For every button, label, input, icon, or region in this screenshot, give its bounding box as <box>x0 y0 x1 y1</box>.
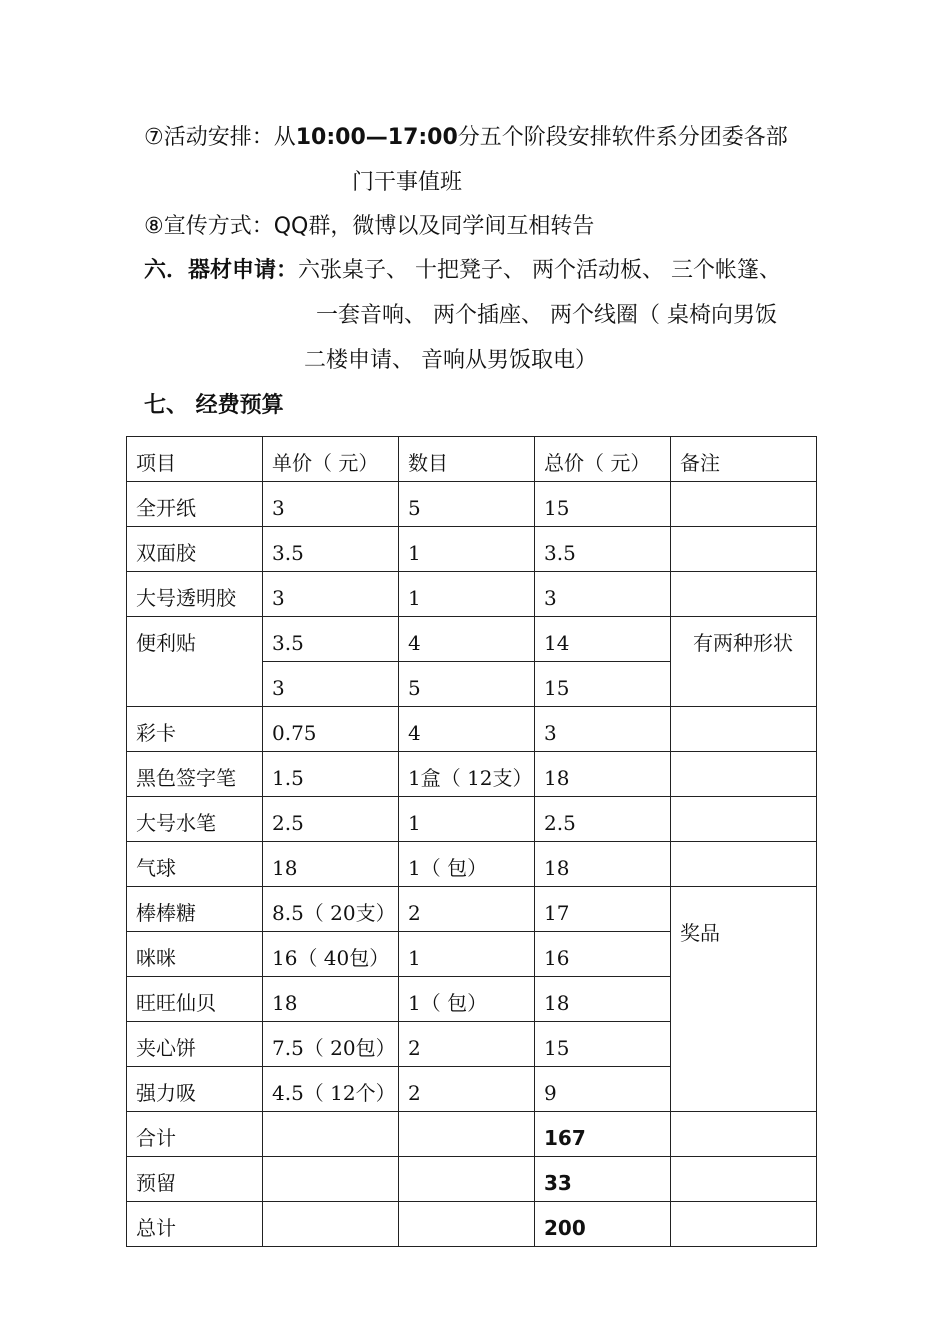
table-cell: 15 <box>535 482 671 527</box>
table-cell: 3 <box>263 662 399 707</box>
item7-line2: 门干事值班 <box>352 170 463 195</box>
table-cell: 17 <box>535 887 671 932</box>
table-cell: 4 <box>399 617 535 662</box>
table-cell <box>399 1157 535 1202</box>
section6-text1: 六张桌子、 十把凳子、 两个活动板、 三个帐篷、 <box>298 258 781 283</box>
table-row <box>127 482 817 527</box>
table-cell: 1 <box>399 572 535 617</box>
table-cell <box>671 527 817 572</box>
table-cell <box>671 707 817 752</box>
section7-heading: 七、 经费预算 <box>144 393 284 418</box>
table-cell: 总计 <box>127 1202 263 1247</box>
table-cell <box>399 1202 535 1247</box>
table-cell: 黑色签字笔 <box>127 752 263 797</box>
table-cell: 1.5 <box>263 752 399 797</box>
table-cell <box>671 752 817 797</box>
table-cell: 9 <box>535 1067 671 1112</box>
header-cell: 数目 <box>399 437 535 482</box>
table-cell: 2.5 <box>263 797 399 842</box>
table-cell <box>671 1202 817 1247</box>
table-cell: 夹心饼 <box>127 1022 263 1067</box>
table-cell: 15 <box>535 1022 671 1067</box>
table-cell: 3 <box>263 482 399 527</box>
table-cell <box>263 1112 399 1157</box>
table-cell: 奖品 <box>671 887 817 1112</box>
table-header-row <box>127 437 817 482</box>
table-cell: 气球 <box>127 842 263 887</box>
table-cell: 全开纸 <box>127 482 263 527</box>
table-cell <box>399 1112 535 1157</box>
table-cell <box>263 1202 399 1247</box>
table-cell: 7.5（ 20包） <box>263 1022 399 1067</box>
table-cell: 5 <box>399 662 535 707</box>
table-cell: 14 <box>535 617 671 662</box>
table-cell <box>671 572 817 617</box>
table-cell <box>671 797 817 842</box>
table-cell: 4.5（ 12个） <box>263 1067 399 1112</box>
table-cell: 1盒（ 12支） <box>399 752 535 797</box>
table-row <box>127 617 817 662</box>
table-cell: 18 <box>263 842 399 887</box>
table-cell: 2 <box>399 1067 535 1112</box>
table-row <box>127 1157 817 1202</box>
table-cell: 便利贴 <box>127 617 263 707</box>
item7-prefix: ⑦活动安排：从 <box>144 125 296 150</box>
table-cell: 8.5（ 20支） <box>263 887 399 932</box>
table-cell <box>671 1157 817 1202</box>
table-cell: 2.5 <box>535 797 671 842</box>
table-cell: 15 <box>535 662 671 707</box>
table-cell: 1 <box>399 797 535 842</box>
item8-line: ⑧宣传方式：QQ群，微博以及同学间互相转告 <box>144 214 595 239</box>
table-cell: 18 <box>263 977 399 1022</box>
table-row <box>127 527 817 572</box>
table-row <box>127 1112 817 1157</box>
table-cell: 大号透明胶 <box>127 572 263 617</box>
table-cell: 旺旺仙贝 <box>127 977 263 1022</box>
table-row <box>127 1202 817 1247</box>
table-cell: 3.5 <box>263 527 399 572</box>
table-row <box>127 707 817 752</box>
section6-line1 <box>144 256 781 286</box>
section6-line2: 一套音响、 两个插座、 两个线圈（ 桌椅向男饭 <box>316 303 777 328</box>
total-cell: 167 <box>535 1112 671 1157</box>
table-cell: 棒棒糖 <box>127 887 263 932</box>
table-cell: 5 <box>399 482 535 527</box>
table-cell: 2 <box>399 1022 535 1067</box>
table-cell: 2 <box>399 887 535 932</box>
budget-table <box>126 436 817 1247</box>
table-cell: 16（ 40包） <box>263 932 399 977</box>
table-cell: 3 <box>535 572 671 617</box>
table-cell: 有两种形状 <box>671 617 817 707</box>
header-cell: 备注 <box>671 437 817 482</box>
section6-line3: 二楼申请、 音响从男饭取电） <box>304 348 597 373</box>
item7-time: 10:00—17:00 <box>295 125 458 150</box>
item7-line1 <box>144 123 788 153</box>
table-cell: 1 <box>399 527 535 572</box>
header-cell: 单价（ 元） <box>263 437 399 482</box>
item7-rest: 分五个阶段安排软件系分团委各部 <box>457 125 788 150</box>
table-cell: 彩卡 <box>127 707 263 752</box>
table-cell: 1（ 包） <box>399 977 535 1022</box>
header-cell: 项目 <box>127 437 263 482</box>
table-cell <box>671 842 817 887</box>
table-cell: 3 <box>535 707 671 752</box>
table-row <box>127 572 817 617</box>
table-cell: 4 <box>399 707 535 752</box>
table-row <box>127 752 817 797</box>
table-cell: 强力吸 <box>127 1067 263 1112</box>
table-cell: 3.5 <box>535 527 671 572</box>
table-cell: 3.5 <box>263 617 399 662</box>
table-cell: 1 <box>399 932 535 977</box>
table-cell <box>671 482 817 527</box>
table-cell: 18 <box>535 842 671 887</box>
table-cell: 合计 <box>127 1112 263 1157</box>
table-cell: 1（ 包） <box>399 842 535 887</box>
table-cell <box>671 1112 817 1157</box>
table-cell: 16 <box>535 932 671 977</box>
table-cell: 咪咪 <box>127 932 263 977</box>
table-cell: 18 <box>535 977 671 1022</box>
section6-heading: 六．器材申请： <box>144 258 299 283</box>
table-row <box>127 887 817 932</box>
table-cell: 预留 <box>127 1157 263 1202</box>
table-cell: 双面胶 <box>127 527 263 572</box>
header-cell: 总价（ 元） <box>535 437 671 482</box>
total-cell: 33 <box>535 1157 671 1202</box>
table-row <box>127 842 817 887</box>
total-cell: 200 <box>535 1202 671 1247</box>
table-cell <box>263 1157 399 1202</box>
table-row <box>127 797 817 842</box>
table-cell: 3 <box>263 572 399 617</box>
table-cell: 0.75 <box>263 707 399 752</box>
table-cell: 大号水笔 <box>127 797 263 842</box>
table-cell: 18 <box>535 752 671 797</box>
